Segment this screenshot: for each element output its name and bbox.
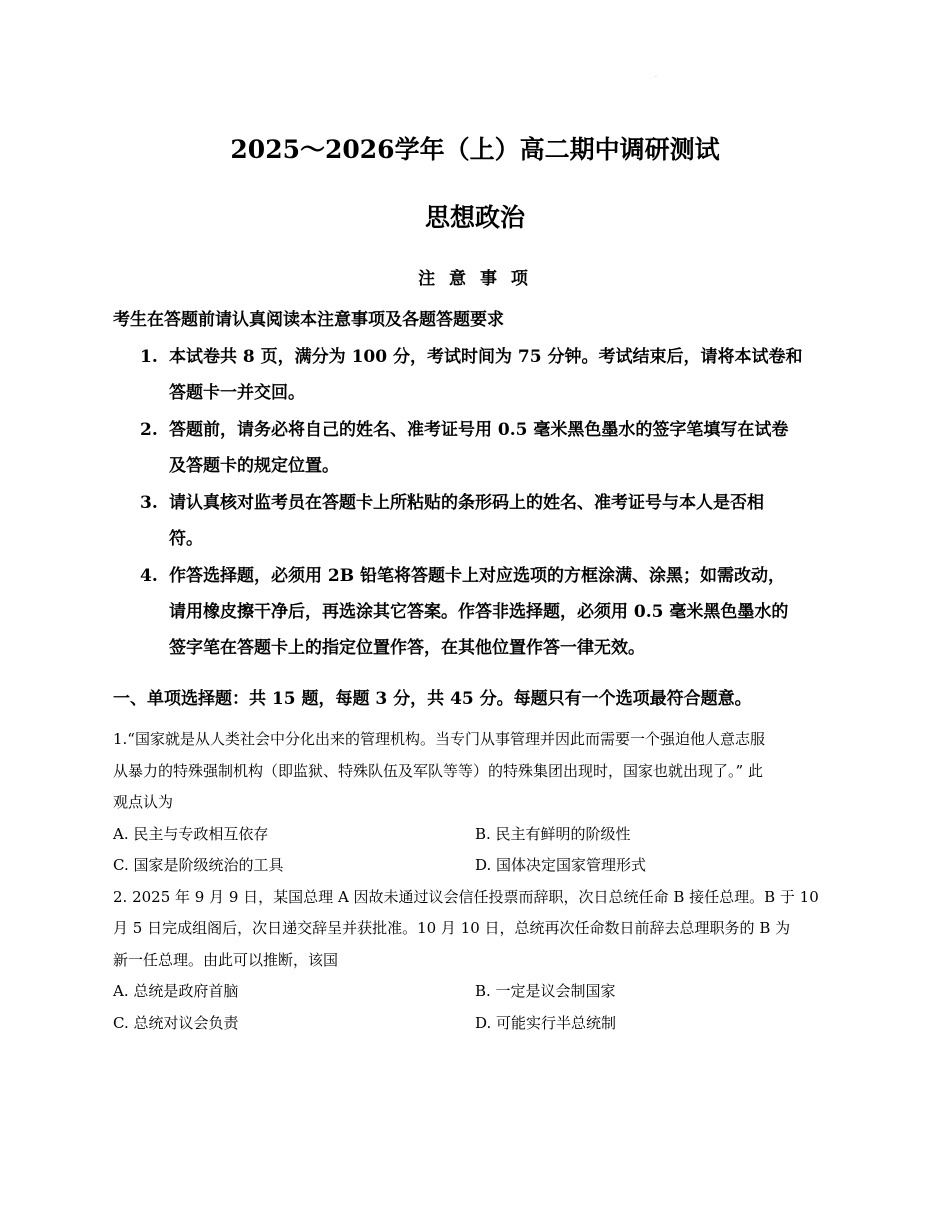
question-stem-line: 新一任总理。由此可以推断，该国	[113, 950, 339, 969]
notice-item	[113, 558, 843, 666]
question-stem-line: 月 5 日完成组阁后，次日递交辞呈并获批准。10 月 10 日，总统再次任命数日前辞去总理职务的 B 为	[113, 919, 791, 937]
option-b: B. 民主有鲜明的阶级性	[475, 824, 631, 843]
option-c: C. 总统对议会负责	[113, 1013, 239, 1032]
question-stem-line: 1.“国家就是从人类社会中分化出来的管理机构。当专门从事管理并因此而需要一个强迫他人意志服	[113, 730, 765, 748]
notice-item-line: 作答选择题，必须用 2B 铅笔将答题卡上对应选项的方框涂满、涂黑；如需改动，	[169, 566, 786, 586]
option-a: A. 总统是政府首脑	[113, 982, 239, 1000]
notice-item-line: 及答题卡的规定位置。	[169, 456, 339, 476]
question-2	[113, 882, 838, 1040]
option-d: D. 国体决定国家管理形式	[475, 856, 647, 874]
notice-item-line: 符。	[169, 529, 203, 549]
option-d: D. 可能实行半总统制	[475, 1013, 617, 1032]
question-list	[113, 724, 838, 1039]
notice-list	[113, 339, 843, 667]
section-heading: 一、单项选择题：共 15 题，每题 3 分，共 45 分。每题只有一个选项最符合题意。	[113, 689, 752, 709]
notice-item-line: 请用橡皮擦干净后，再选涂其它答案。作答非选择题，必须用 0.5 毫米黑色墨水的	[169, 602, 789, 622]
notice-item-line: 本试卷共 8 页，满分为 100 分，考试时间为 75 分钟。考试结束后，请将本试卷和	[169, 347, 803, 367]
notice-item-line: 答题前，请务必将自己的姓名、准考证号用 0.5 毫米黑色墨水的签字笔填写在试卷	[169, 420, 789, 440]
option-row	[113, 819, 838, 851]
option-row	[113, 976, 838, 1008]
option-a: A. 民主与专政相互依存	[113, 824, 269, 843]
notice-item	[113, 485, 843, 557]
notice-item-line: 答题卡一并交回。	[169, 383, 305, 403]
question-stem-line: 2. 2025 年 9 月 9 日，某国总理 A 因故未通过议会信任投票而辞职，次日总统任命 B 接任总理。B 于 10	[113, 887, 819, 906]
question-1	[113, 724, 838, 882]
option-c: C. 国家是阶级统治的工具	[113, 856, 284, 874]
option-b: B. 一定是议会制国家	[475, 982, 616, 1000]
notice-item-number: 1.	[140, 347, 158, 367]
notice-item-number: 3.	[140, 493, 158, 513]
page-dot-mark: ·	[655, 74, 657, 81]
notice-item-number: 2.	[140, 420, 158, 440]
notice-item-number: 4.	[140, 566, 158, 586]
option-row	[113, 1008, 838, 1040]
option-row	[113, 850, 838, 882]
question-stem-line: 观点认为	[113, 793, 174, 811]
exam-title: 2025～2026学年（上）高二期中调研测试	[230, 135, 720, 164]
notice-intro: 考生在答题前请认真阅读本注意事项及各题答题要求	[113, 310, 504, 330]
notice-item-line: 请认真核对监考员在答题卡上所粘贴的条形码上的姓名、准考证号与本人是否相	[169, 493, 764, 513]
notice-heading: 注 意 事 项	[418, 269, 532, 289]
notice-item-line: 签字笔在答题卡上的指定位置作答，在其他位置作答一律无效。	[169, 638, 645, 658]
question-stem-line: 从暴力的特殊强制机构（即监狱、特殊队伍及军队等等）的特殊集团出现时，国家也就出现了。” 此	[113, 761, 763, 780]
notice-item	[113, 412, 843, 484]
subject-title: 思想政治	[424, 203, 525, 232]
notice-item	[113, 339, 843, 411]
